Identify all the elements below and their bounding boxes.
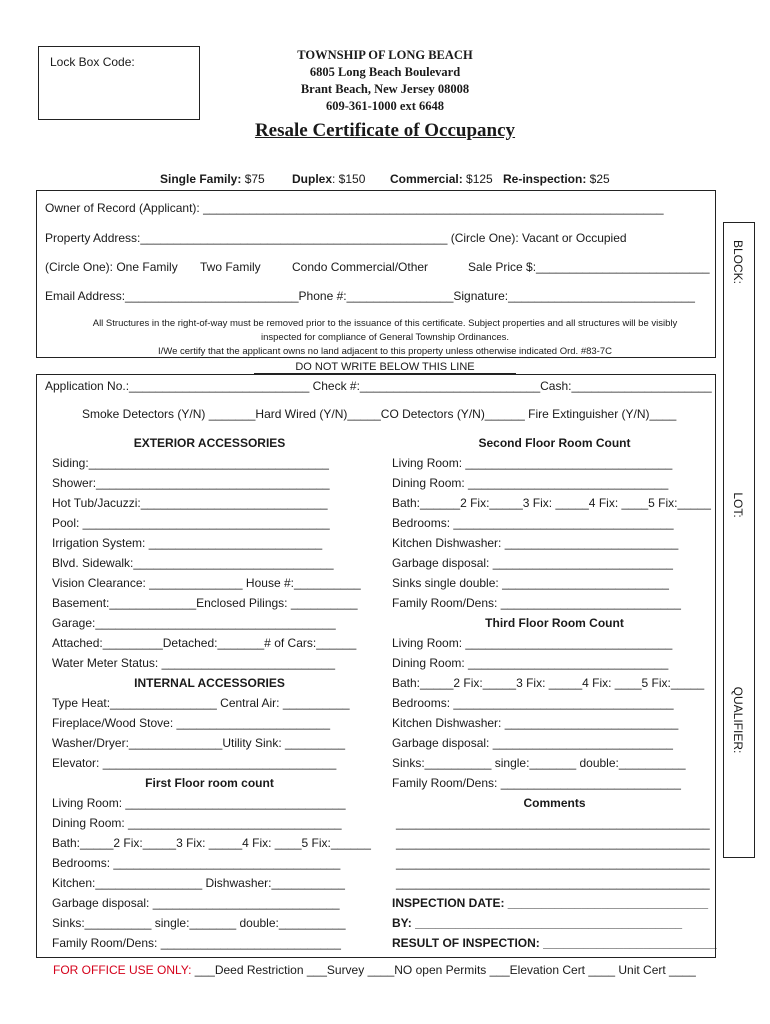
owner-field[interactable]: Owner of Record (Applicant): _____________________________________________________________________ [45, 201, 664, 215]
application-row[interactable]: Application No.:___________________________ Check #:___________________________Cash:_____________________ [45, 379, 712, 393]
second-floor-living[interactable]: Living Room: _______________________________ [392, 456, 673, 470]
exterior-siding[interactable]: Siding:____________________________________ [52, 456, 329, 470]
do-not-write-label: DO NOT WRITE BELOW THIS LINE [295, 361, 475, 373]
internal-washer[interactable]: Washer/Dryer:______________Utility Sink: _________ [52, 736, 346, 750]
township-street: 6805 Long Beach Boulevard [309, 65, 461, 79]
third-floor-family-room[interactable]: Family Room/Dens: ___________________________ [392, 776, 681, 790]
second-floor-family-room[interactable]: Family Room/Dens: ___________________________ [392, 596, 681, 610]
second-floor-bedrooms[interactable]: Bedrooms: _________________________________ [392, 516, 674, 530]
exterior-attached[interactable]: Attached:_________Detached:_______# of Cars:______ [52, 636, 357, 650]
comment-line[interactable]: _______________________________________________ [396, 816, 710, 830]
first-floor-sinks[interactable]: Sinks:__________ single:_______ double:__________ [52, 916, 346, 930]
exterior-vision-clearance[interactable]: Vision Clearance: ______________ House #:__________ [52, 576, 361, 590]
second-floor-garbage[interactable]: Garbage disposal: ___________________________ [392, 556, 673, 570]
township-phone: 609-361-1000 ext 6648 [325, 99, 445, 113]
township-name: TOWNSHIP OF LONG BEACH [297, 48, 473, 62]
block-lot-qualifier-box[interactable] [723, 222, 755, 858]
second-floor-heading: Second Floor Room Count [478, 436, 631, 450]
first-floor-living[interactable]: Living Room: _________________________________ [52, 796, 346, 810]
property-address-field[interactable]: Property Address:______________________________________________ (Circle One): Vacant or Occupied [45, 231, 627, 245]
fee-single-family: Single Family: $75 [160, 172, 265, 186]
exterior-hot-tub[interactable]: Hot Tub/Jacuzzi:____________________________ [52, 496, 328, 510]
exterior-pool[interactable]: Pool: _____________________________________ [52, 516, 330, 530]
lock-box-field[interactable] [38, 46, 200, 120]
third-floor-bedrooms[interactable]: Bedrooms: _________________________________ [392, 696, 674, 710]
exterior-water-meter[interactable]: Water Meter Status: __________________________ [52, 656, 336, 670]
fee-commercial: Commercial: $125 [390, 172, 493, 186]
second-floor-dining[interactable]: Dining Room: ______________________________ [392, 476, 669, 490]
first-floor-garbage[interactable]: Garbage disposal: ____________________________ [52, 896, 340, 910]
exterior-basement[interactable]: Basement:_____________Enclosed Pilings: __________ [52, 596, 358, 610]
fee-duplex: Duplex: $150 [292, 172, 366, 186]
third-floor-sinks[interactable]: Sinks:__________ single:_______ double:__________ [392, 756, 686, 770]
second-floor-sinks[interactable]: Sinks single double: _________________________ [392, 576, 669, 590]
contact-row[interactable]: Email Address:__________________________Phone #:________________Signature:____________________________ [45, 289, 695, 303]
page-title: Resale Certificate of Occupancy [254, 120, 516, 141]
first-floor-heading: First Floor room count [145, 776, 274, 790]
first-floor-family-room[interactable]: Family Room/Dens: ___________________________ [52, 936, 341, 950]
township-city: Brant Beach, New Jersey 08008 [300, 82, 470, 96]
comments-heading: Comments [523, 796, 586, 810]
type-condo-commercial[interactable]: Condo Commercial/Other [292, 260, 429, 274]
third-floor-bath[interactable]: Bath:_____2 Fix:_____3 Fix: _____4 Fix: ____5 Fix:_____ [392, 676, 705, 690]
internal-heading: INTERNAL ACCESSORIES [134, 676, 285, 690]
exterior-shower[interactable]: Shower:___________________________________ [52, 476, 330, 490]
first-floor-bath[interactable]: Bath:_____2 Fix:_____3 Fix: _____4 Fix: ____5 Fix:______ [52, 836, 371, 850]
qualifier-label: QUALIFIER: [731, 686, 745, 754]
structures-note: All Structures in the right-of-way must be removed prior to the issuance of this certificate. Subject properties and all structures will be visibly [92, 318, 678, 329]
certify-note: I/We certify that the applicant owns no land adjacent to this property unless otherwise indicated Ord. #83-7C [158, 346, 612, 357]
block-label: BLOCK: [731, 239, 745, 285]
third-floor-dining[interactable]: Dining Room: ______________________________ [392, 656, 669, 670]
comment-line[interactable]: _______________________________________________ [396, 856, 710, 870]
third-floor-heading: Third Floor Room Count [485, 616, 624, 630]
exterior-irrigation[interactable]: Irrigation System: __________________________ [52, 536, 323, 550]
first-floor-kitchen[interactable]: Kitchen:________________ Dishwasher:___________ [52, 876, 345, 890]
inspection-result-field[interactable]: RESULT OF INSPECTION: __________________________ [392, 936, 717, 950]
property-type-label: (Circle One): One Family [45, 260, 178, 274]
office-use-items: ___Deed Restriction ___Survey ____NO open Permits ___Elevation Cert ____ Unit Cert ____ [191, 963, 696, 977]
office-use-label: FOR OFFICE USE ONLY: [53, 963, 192, 977]
exterior-garage[interactable]: Garage:____________________________________ [52, 616, 336, 630]
fee-reinspection: Re-inspection: $25 [503, 172, 610, 186]
lock-box-label: Lock Box Code: [50, 55, 135, 69]
inspection-date-field[interactable]: INSPECTION DATE: ______________________________ [392, 896, 708, 910]
third-floor-living[interactable]: Living Room: _______________________________ [392, 636, 673, 650]
second-floor-bath[interactable]: Bath:______2 Fix:_____3 Fix: _____4 Fix: ____5 Fix:_____ [392, 496, 711, 510]
first-floor-dining[interactable]: Dining Room: ________________________________ [52, 816, 342, 830]
sale-price-field[interactable]: Sale Price $:__________________________ [468, 260, 710, 274]
lot-label: LOT: [731, 492, 745, 518]
internal-type-heat[interactable]: Type Heat:________________ Central Air: __________ [52, 696, 350, 710]
third-floor-garbage[interactable]: Garbage disposal: ___________________________ [392, 736, 673, 750]
compliance-note: inspected for compliance of General Township Ordinances. [260, 332, 510, 343]
internal-fireplace[interactable]: Fireplace/Wood Stove: _______________________ [52, 716, 331, 730]
comment-line[interactable]: _______________________________________________ [396, 876, 710, 890]
internal-elevator[interactable]: Elevator: ___________________________________ [52, 756, 337, 770]
type-two-family[interactable]: Two Family [200, 260, 261, 274]
first-floor-bedrooms[interactable]: Bedrooms: __________________________________ [52, 856, 341, 870]
third-floor-kitchen[interactable]: Kitchen Dishwasher: __________________________ [392, 716, 679, 730]
comment-line[interactable]: _______________________________________________ [396, 836, 710, 850]
inspector-field[interactable]: BY: ________________________________________ [392, 916, 683, 930]
exterior-sidewalk[interactable]: Blvd. Sidewalk:______________________________ [52, 556, 334, 570]
exterior-heading: EXTERIOR ACCESSORIES [133, 436, 286, 450]
office-use-row[interactable] [53, 963, 696, 977]
detectors-row[interactable]: Smoke Detectors (Y/N) _______Hard Wired (Y/N)_____CO Detectors (Y/N)______ Fire Extinguisher (Y/N)____ [82, 407, 677, 421]
second-floor-kitchen[interactable]: Kitchen Dishwasher: __________________________ [392, 536, 679, 550]
